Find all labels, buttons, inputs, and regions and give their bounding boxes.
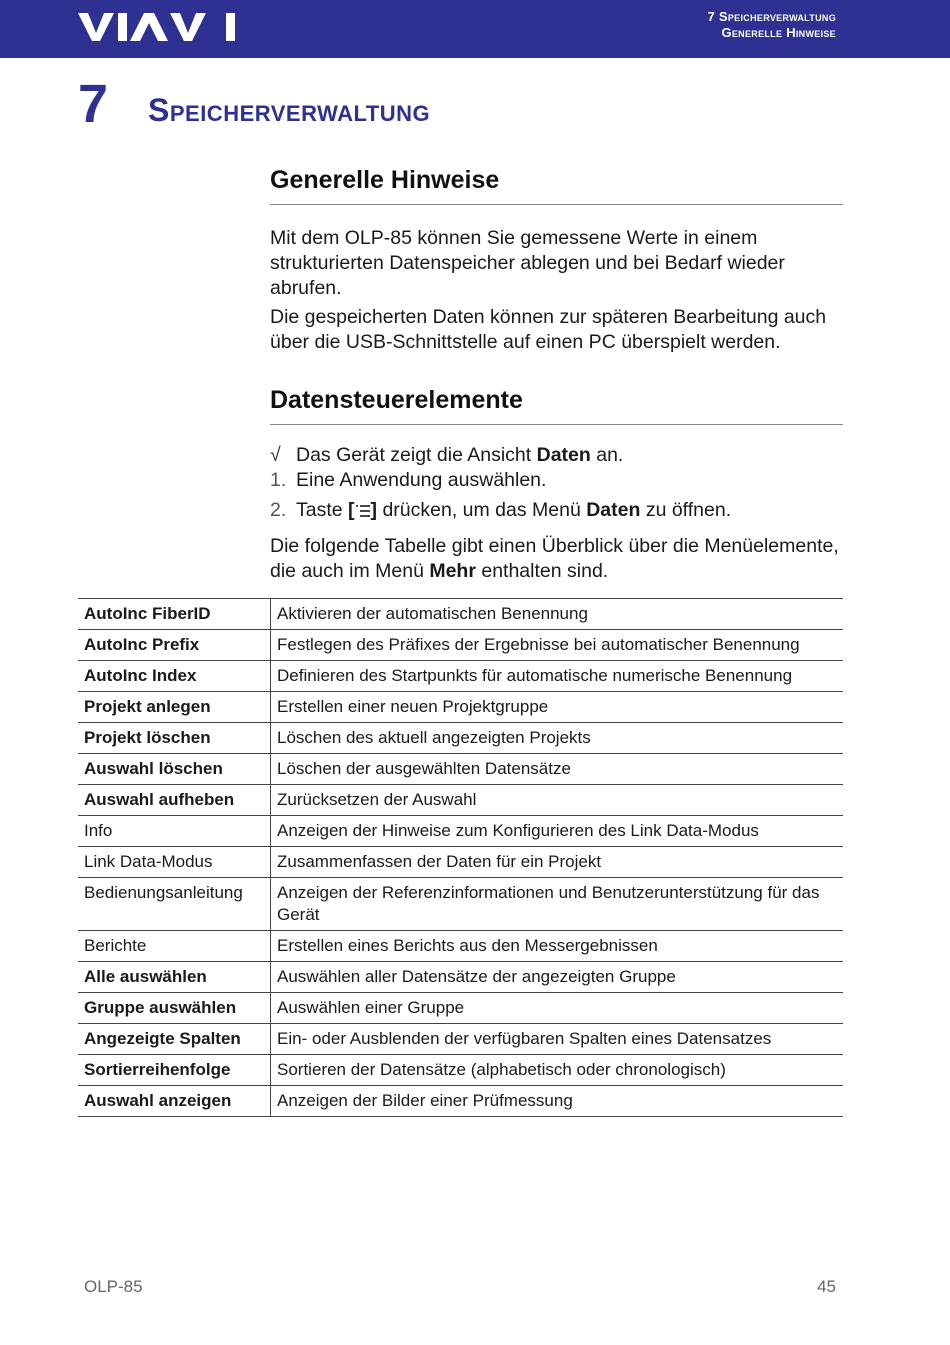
menu-item-name: Info bbox=[78, 816, 271, 847]
page-number: 45 bbox=[817, 1277, 836, 1296]
key-bracket: [ bbox=[348, 499, 355, 521]
menu-item-description: Erstellen einer neuen Projektgruppe bbox=[271, 692, 844, 723]
step-number: 2. bbox=[270, 499, 287, 521]
section-title: Generelle Hinweise bbox=[270, 166, 500, 194]
header-bar bbox=[0, 0, 950, 58]
step-text: an. bbox=[590, 444, 624, 466]
menu-item-description: Definieren des Startpunkts für automatische numerische Benennung bbox=[271, 661, 844, 692]
menu-item-name: Auswahl löschen bbox=[78, 754, 271, 785]
section-rule bbox=[270, 424, 843, 425]
key-bracket: ] bbox=[370, 499, 378, 521]
menu-item-name: AutoInc Prefix bbox=[78, 630, 271, 661]
step-text: zu öffnen. bbox=[640, 499, 732, 521]
menu-item-name: Berichte bbox=[78, 931, 271, 962]
viavi-logo bbox=[78, 11, 236, 43]
table-row bbox=[78, 754, 843, 785]
table-row bbox=[78, 692, 843, 723]
running-head bbox=[707, 9, 836, 41]
menu-item-description: Festlegen des Präfixes der Ergebnisse bei automatischer Benennung bbox=[271, 630, 844, 661]
menu-item-description: Anzeigen der Bilder einer Prüfmessung bbox=[271, 1086, 844, 1117]
menu-key bbox=[348, 499, 377, 521]
table-row bbox=[78, 785, 843, 816]
table-row bbox=[78, 816, 843, 847]
menu-item-name: Link Data-Modus bbox=[78, 847, 271, 878]
table-row bbox=[78, 993, 843, 1024]
section-heading-general bbox=[270, 164, 843, 196]
running-head-chapter: 7 Speicherverwaltung bbox=[707, 9, 836, 24]
menu-item-description: Auswählen einer Gruppe bbox=[271, 993, 844, 1024]
menu-item-name: Auswahl aufheben bbox=[78, 785, 271, 816]
menu-list-icon bbox=[355, 503, 371, 519]
section-rule bbox=[270, 204, 843, 205]
menu-item-name: Alle auswählen bbox=[78, 962, 271, 993]
procedure-steps bbox=[270, 443, 843, 523]
table-intro bbox=[270, 534, 843, 584]
table-row bbox=[78, 661, 843, 692]
footer-product: OLP-85 bbox=[84, 1277, 143, 1296]
running-head-section: Generelle Hinweise bbox=[721, 25, 836, 40]
table-row bbox=[78, 599, 843, 630]
menu-item-name: Projekt anlegen bbox=[78, 692, 271, 723]
menu-item-description: Löschen der ausgewählten Datensätze bbox=[271, 754, 844, 785]
menu-item-description: Anzeigen der Hinweise zum Konfigurieren des Link Data-Modus bbox=[271, 816, 844, 847]
menu-item-description: Löschen des aktuell angezeigten Projekts bbox=[271, 723, 844, 754]
paragraph bbox=[270, 534, 843, 584]
menu-item-description: Ein- oder Ausblenden der verfügbaren Spalten eines Datensatzes bbox=[271, 1024, 844, 1055]
step-bold-term: Daten bbox=[586, 499, 641, 521]
step-item bbox=[270, 468, 843, 493]
chapter-number: 7 bbox=[78, 74, 109, 134]
menu-item-name: Gruppe auswählen bbox=[78, 993, 271, 1024]
menu-items-table bbox=[78, 598, 843, 1117]
intro-bold-term: Mehr bbox=[429, 560, 476, 582]
chapter-title: Speicherverwaltung bbox=[148, 92, 431, 128]
section-body-general bbox=[270, 226, 843, 355]
table-row bbox=[78, 1086, 843, 1117]
table-row bbox=[78, 931, 843, 962]
menu-item-description: Erstellen eines Berichts aus den Messergebnissen bbox=[271, 931, 844, 962]
precondition-item bbox=[270, 443, 843, 468]
step-item bbox=[270, 498, 843, 523]
menu-item-name: Auswahl anzeigen bbox=[78, 1086, 271, 1117]
table-row bbox=[78, 878, 843, 931]
menu-item-name: AutoInc FiberID bbox=[78, 599, 271, 630]
step-number: 1. bbox=[270, 469, 287, 491]
section-title: Datensteuerelemente bbox=[270, 386, 523, 414]
intro-text: enthalten sind. bbox=[475, 560, 609, 582]
step-bold-term: Daten bbox=[536, 444, 591, 466]
table-row bbox=[78, 630, 843, 661]
menu-item-description: Aktivieren der automatischen Benennung bbox=[271, 599, 844, 630]
table-row bbox=[78, 962, 843, 993]
step-text: drücken, um das Menü bbox=[377, 499, 587, 521]
checkmark-icon: √ bbox=[270, 444, 281, 466]
table-row bbox=[78, 723, 843, 754]
menu-item-name: Bedienungsanleitung bbox=[78, 878, 271, 931]
menu-item-name: Sortierreihenfolge bbox=[78, 1055, 271, 1086]
menu-item-name: AutoInc Index bbox=[78, 661, 271, 692]
step-text: Eine Anwendung auswählen. bbox=[296, 469, 547, 491]
menu-item-description: Auswählen aller Datensätze der angezeigten Gruppe bbox=[271, 962, 844, 993]
paragraph: Die gespeicherten Daten können zur späteren Bearbeitung auch über die USB-Schnittstelle auf einen PC überspielt werden. bbox=[270, 306, 827, 353]
menu-item-description: Zusammenfassen der Daten für ein Projekt bbox=[271, 847, 844, 878]
menu-item-description: Zurücksetzen der Auswahl bbox=[271, 785, 844, 816]
step-text: Das Gerät zeigt die Ansicht bbox=[296, 444, 537, 466]
menu-item-description: Anzeigen der Referenzinformationen und Benutzerunterstützung für das Gerät bbox=[271, 878, 844, 931]
intro-text: Die folgende Tabelle gibt einen Überblick über die Menüelemente, die auch im Menü bbox=[270, 535, 839, 582]
step-text: Taste bbox=[296, 499, 349, 521]
table-row bbox=[78, 1055, 843, 1086]
section-heading-data-controls bbox=[270, 384, 843, 416]
menu-item-name: Angezeigte Spalten bbox=[78, 1024, 271, 1055]
menu-item-description: Sortieren der Datensätze (alphabetisch oder chronologisch) bbox=[271, 1055, 844, 1086]
menu-item-name: Projekt löschen bbox=[78, 723, 271, 754]
paragraph: Mit dem OLP-85 können Sie gemessene Werte in einem strukturierten Datenspeicher ablegen und bei Bedarf wieder abrufen. bbox=[270, 227, 785, 299]
table-row bbox=[78, 847, 843, 878]
table-row bbox=[78, 1024, 843, 1055]
